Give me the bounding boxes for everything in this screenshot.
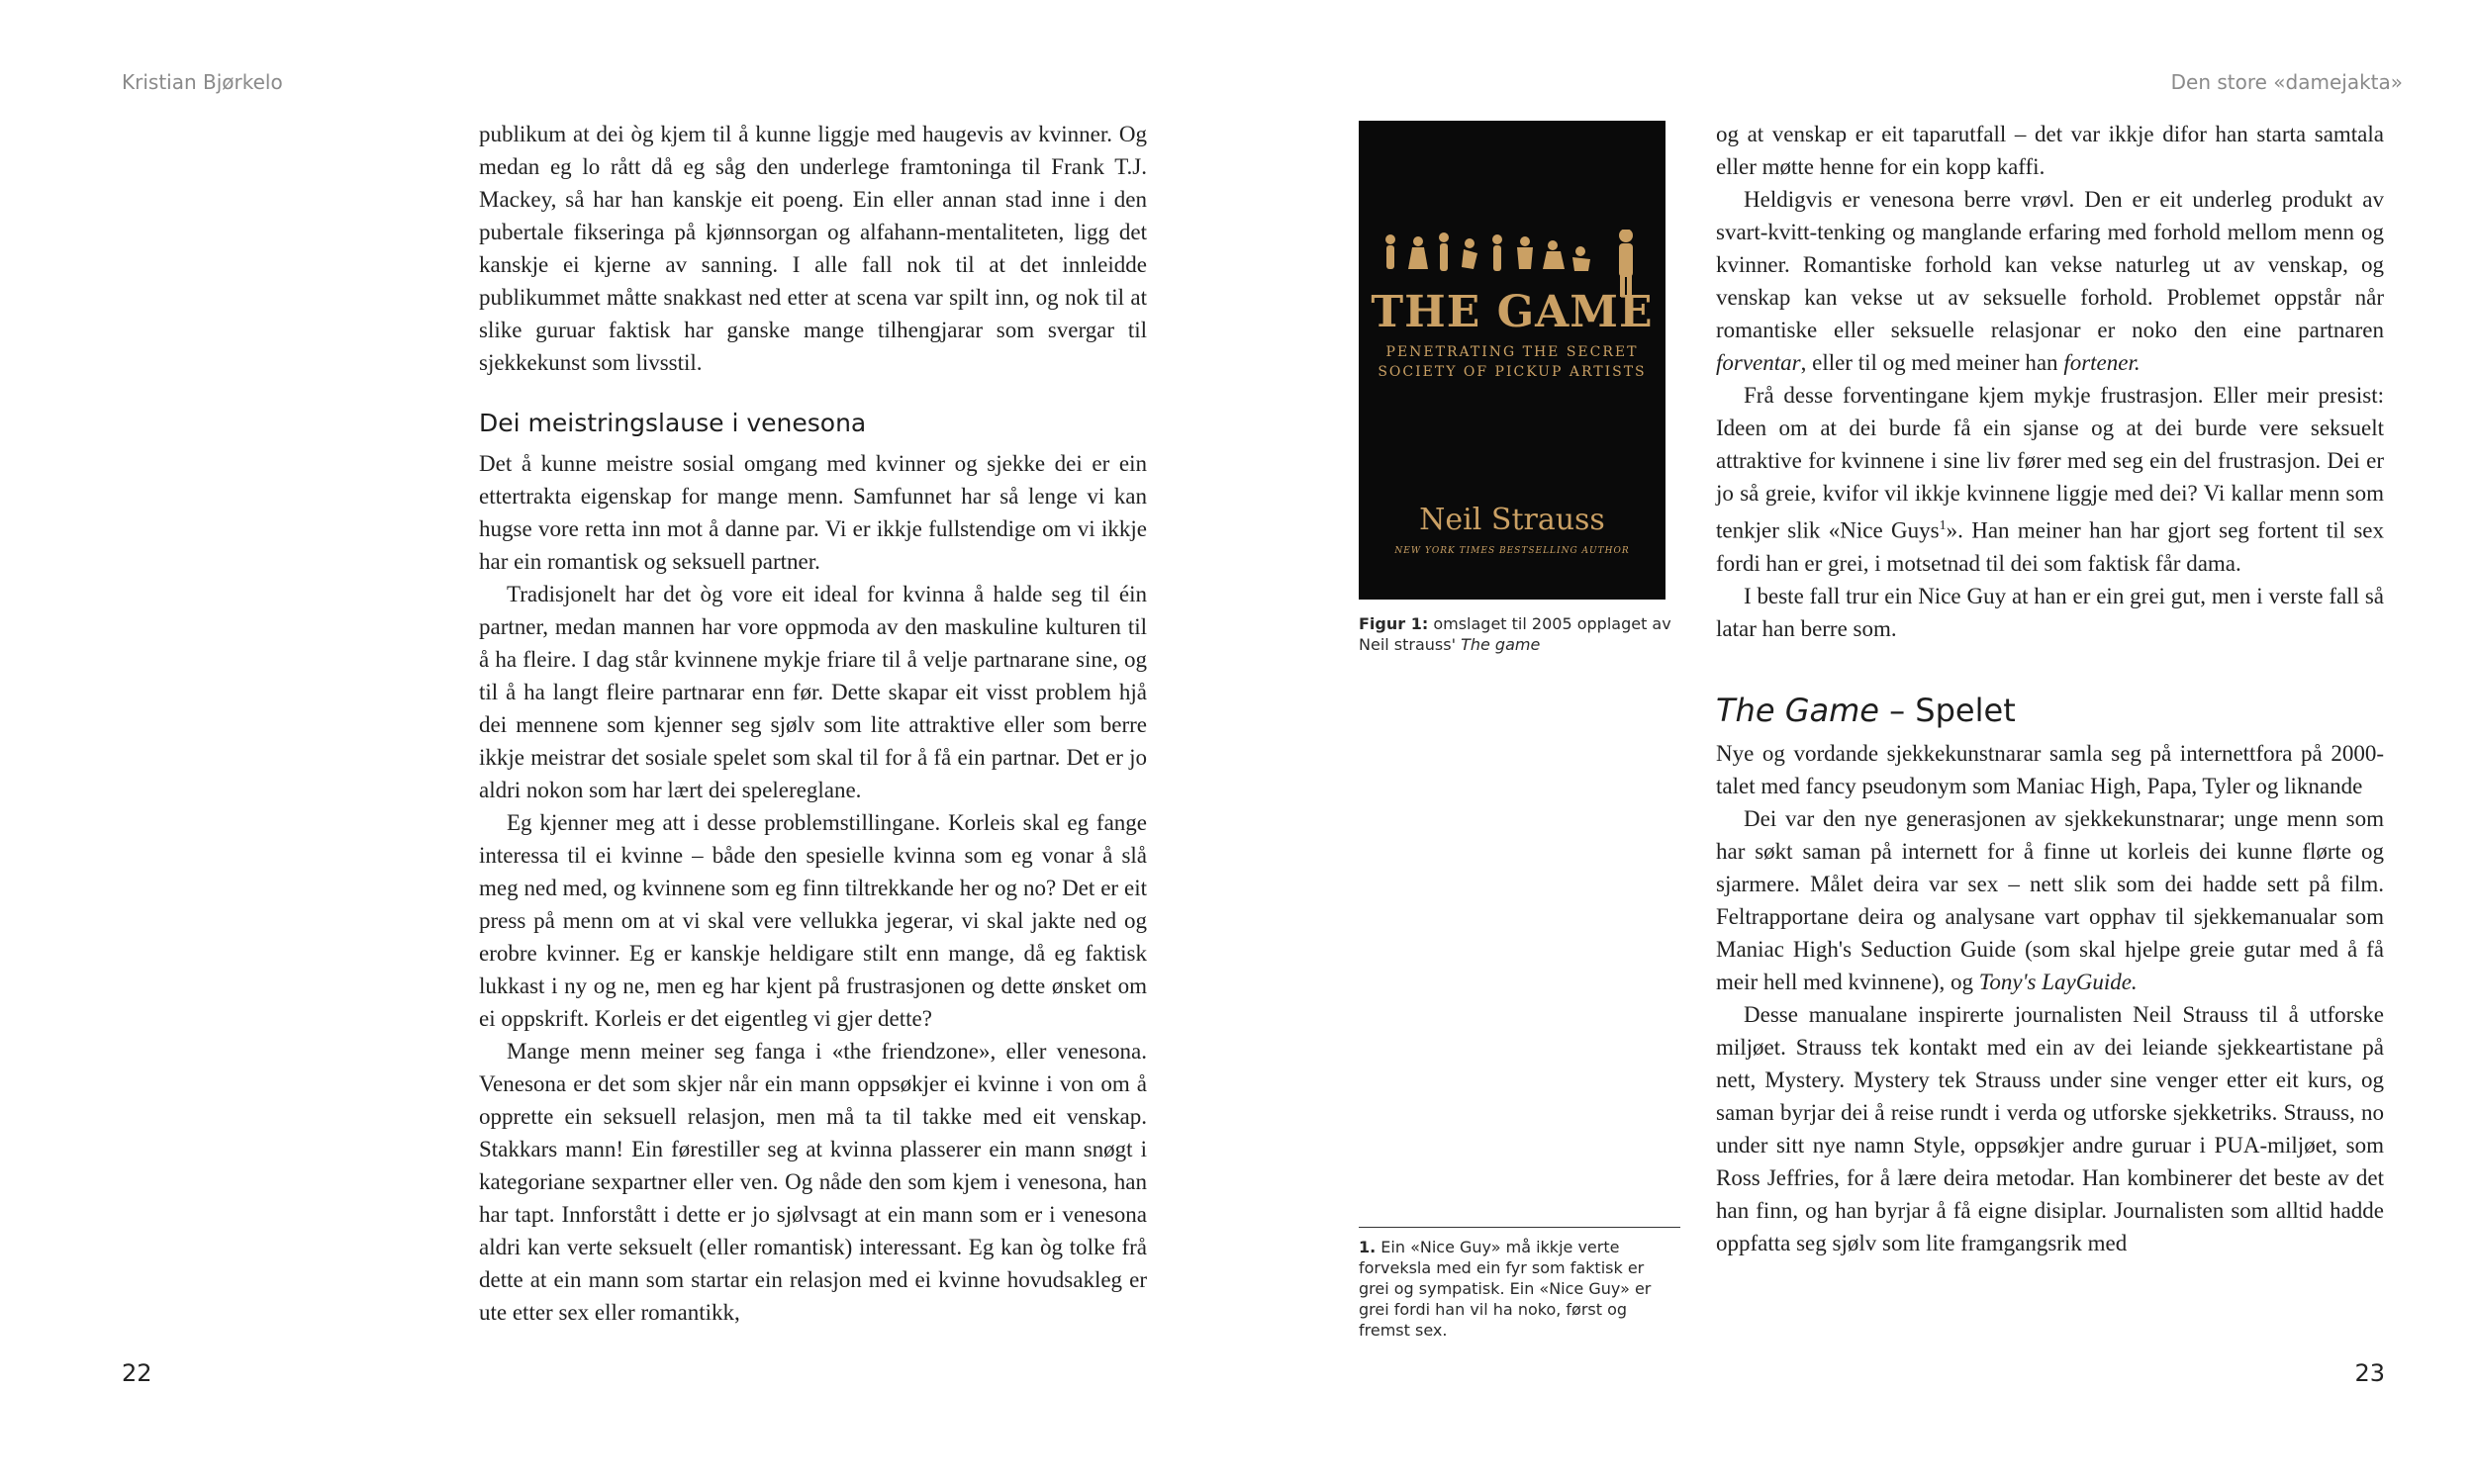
paragraph: Dei var den nye generasjonen av sjekkekunstnarar; unge menn som har søkt saman på internett for å finne ut korleis dei kunne flørte og sjarmere. Målet deira var sex – nett slik som dei hadde sett på film. Feltrapportane deira og analysane vart opphav til sjekkemanualar som Maniac High's Seduction Guide (som skal hjelpe greie gutar med å få meir hell med kvinnene), og Tony's LayGuide. [1716,805,2384,994]
cover-subtitle-line1: PENETRATING THE SECRET [1385,344,1639,360]
cover-title: THE GAME [1371,287,1654,337]
paragraph: Tradisjonelt har det òg vore eit ideal for kvinna å halde seg til éin partner, medan mannen har vore oppmoda av den maskuline kulturen til å ha fleire. I dag står kvinnene mykje friare til å velje partnarane sine, og til å ha langt fleire partnarar enn før. Dette skapar eit visst problem hjå dei mennene som kjenner seg sjølv som lite attraktive eller som berre ikkje meistrar det sosiale spelet som skal til for å få ein partnar. Det er jo aldri nokon som har lært dei spelereglane. [479,582,1147,802]
footnote-text: Ein «Nice Guy» må ikkje verte forveksla med ein fyr som faktisk er grei og sympatisk. Ein «Nice Guy» er grei fordi han vil ha noko, først og fremst sex. [1359,1238,1652,1340]
section-heading: The Game – Spelet [1716,691,2016,729]
paragraph: Desse manualane inspirerte journalisten Neil Strauss til å utforske miljøet. Strauss tek kontakt med ein av dei leiande sjekkeartistane på nett, Mystery. Mystery tek Strauss under sine venger etter eit kurs, og saman byrjar dei å reise rundt i verda og utforske sjekketriks. Strauss, no under sitt nye namn Style, oppsøkjer andre guruar i PUA-miljøet, som Ross Jeffries, for å lære deira metodar. Han kombinerer det beste av det han finn, og han byrjar å få eigne disiplar. Journalisten som alltid hadde oppfatta seg sjølv som lite framgangsrik med [1716,1001,2384,1255]
footnote [1359,1237,1675,1341]
cover-author: Neil Strauss [1419,503,1605,537]
cover-tagline: NEW YORK TIMES BESTSELLING AUTHOR [1394,546,1630,556]
paragraph: Eg kjenner meg att i desse problemstillingane. Korleis skal eg fange interessa til ei kvinne – både den spesielle kvinna som eg vonar å slå meg ned med, og kvinnene som eg finn tiltrekkande her og no? Det er eit press på menn om at vi skal vere vellukka jegerar, vi skal jakte ned og erobre kvinner. Eg er kanskje heldigare stilt enn mange, då eg faktisk lukkast i ny og ne, men eg har kjent på frustrasjonen og dette ønsket om ei oppskrift. Korleis er det eigentleg vi gjer dette? [479,810,1147,1031]
cover-subtitle-line2: SOCIETY OF PICKUP ARTISTS [1378,364,1647,380]
subheading: Dei meistringslause i venesona [479,409,867,437]
caption-text: omslaget til 2005 opplaget av Neil strauss' [1359,614,1671,654]
footnote-rule [1359,1227,1680,1228]
paragraph: Det å kunne meistre sosial omgang med kvinner og sjekke dei er ein ettertrakta eigenskap for mange menn. Samfunnet har så lenge vi kan hugse vore retta inn mot å danne par. Vi er ikkje fullstendige om vi ikkje har ein romantisk og seksuell partner. [479,451,1147,574]
page-number-right: 23 [2354,1359,2385,1387]
footnote-number: 1. [1359,1238,1377,1256]
paragraph: Nye og vordande sjekkekunstnarar samla seg på internettfora på 2000-talet med fancy pseudonym som Maniac High, Papa, Tyler og liknande [1716,740,2384,798]
paragraph: Heldigvis er venesona berre vrøvl. Den er eit underleg produkt av svart-kvitt-tenking og manglande erfaring med forhold mellom menn og kvinner. Romantiske forhold kan vekse naturleg ut av venskap, og venskap kan vekse ut av seksuelle forhold. Problemet oppstår når romantiske eller seksuelle relasjonar er noko den eine partnaren forventar, eller til og med meiner han fortener. [1716,187,2384,375]
caption-italic: The game [1461,635,1541,654]
book-cover-image [1359,121,1665,600]
paragraph: publikum at dei òg kjem til å kunne liggje med haugevis av kvinner. Og medan eg lo rått då eg såg den underlege framtoninga til Frank T.J. Mackey, så har han kanskje eit poeng. Ein eller annan stad inne i den pubertale fikseringa på kjønnsorgan og alfahann-mentaliteten, ligg det kanskje ei kjerne av sanning. I alle fall nok til at det innleidde publikummet måtte snakkast ned etter at scena var spilt inn, og nok til at slike guruar faktisk har ganske mange tilhengjarar som svergar til sjekkekunst som livsstil. [479,122,1147,375]
running-head-left: Kristian Bjørkelo [122,70,283,94]
paragraph: I beste fall trur ein Nice Guy at han er ein grei gut, men i verste fall så latar han berre som. [1716,583,2384,641]
caption-label: Figur 1: [1359,614,1429,633]
left-column [479,118,1147,1329]
paragraph: Mange menn meiner seg fanga i «the friendzone», eller venesona. Venesona er det som skjer når ein mann oppsøkjer ei kvinne i von om å opprette ein seksuell relasjon, men må ta til takke med eit venskap. Stakkars mann! Ein førestiller seg at kvinna plasserer ein mann snøgt i kategoriane sexpartner eller ven. Og nåde den som kjem i venesona, han har tapt. Innforstått i dette er jo sjølvsagt at ein mann som er i venesona aldri kan verte seksuelt (eller romantisk) interessant. Eg kan òg tolke frå dette at ein mann som startar ein relasjon med ei kvinne hovudsakleg er ute etter sex eller romantikk, [479,1039,1147,1325]
paragraph: og at venskap er eit taparutfall – det var ikkje difor han starta samtala eller møtte henne for ein kopp kaffi. [1716,122,2384,179]
paragraph: Frå desse forventingane kjem mykje frustrasjon. Eller meir presist: Ideen om at dei burde få ein sjanse og at dei burde vere seksuelt attraktive for kvinnene i sine liv fører med seg ein del frustrasjon. Dei er jo så greie, kvifor vil ikkje kvinnene liggje med dei? Vi kallar menn som tenkjer slik «Nice Guys$^1$». Han meiner han har gjort seg fortent til sex fordi han er grei, i motsetnad til dei som faktisk får dama. [1716,383,2384,576]
right-column [1716,118,2384,1259]
footnote-ref: 1 [1939,518,1947,533]
page-number-left: 22 [122,1359,152,1387]
running-head-right: Den store «damejakta» [2170,70,2403,94]
figure-caption [1359,613,1680,655]
